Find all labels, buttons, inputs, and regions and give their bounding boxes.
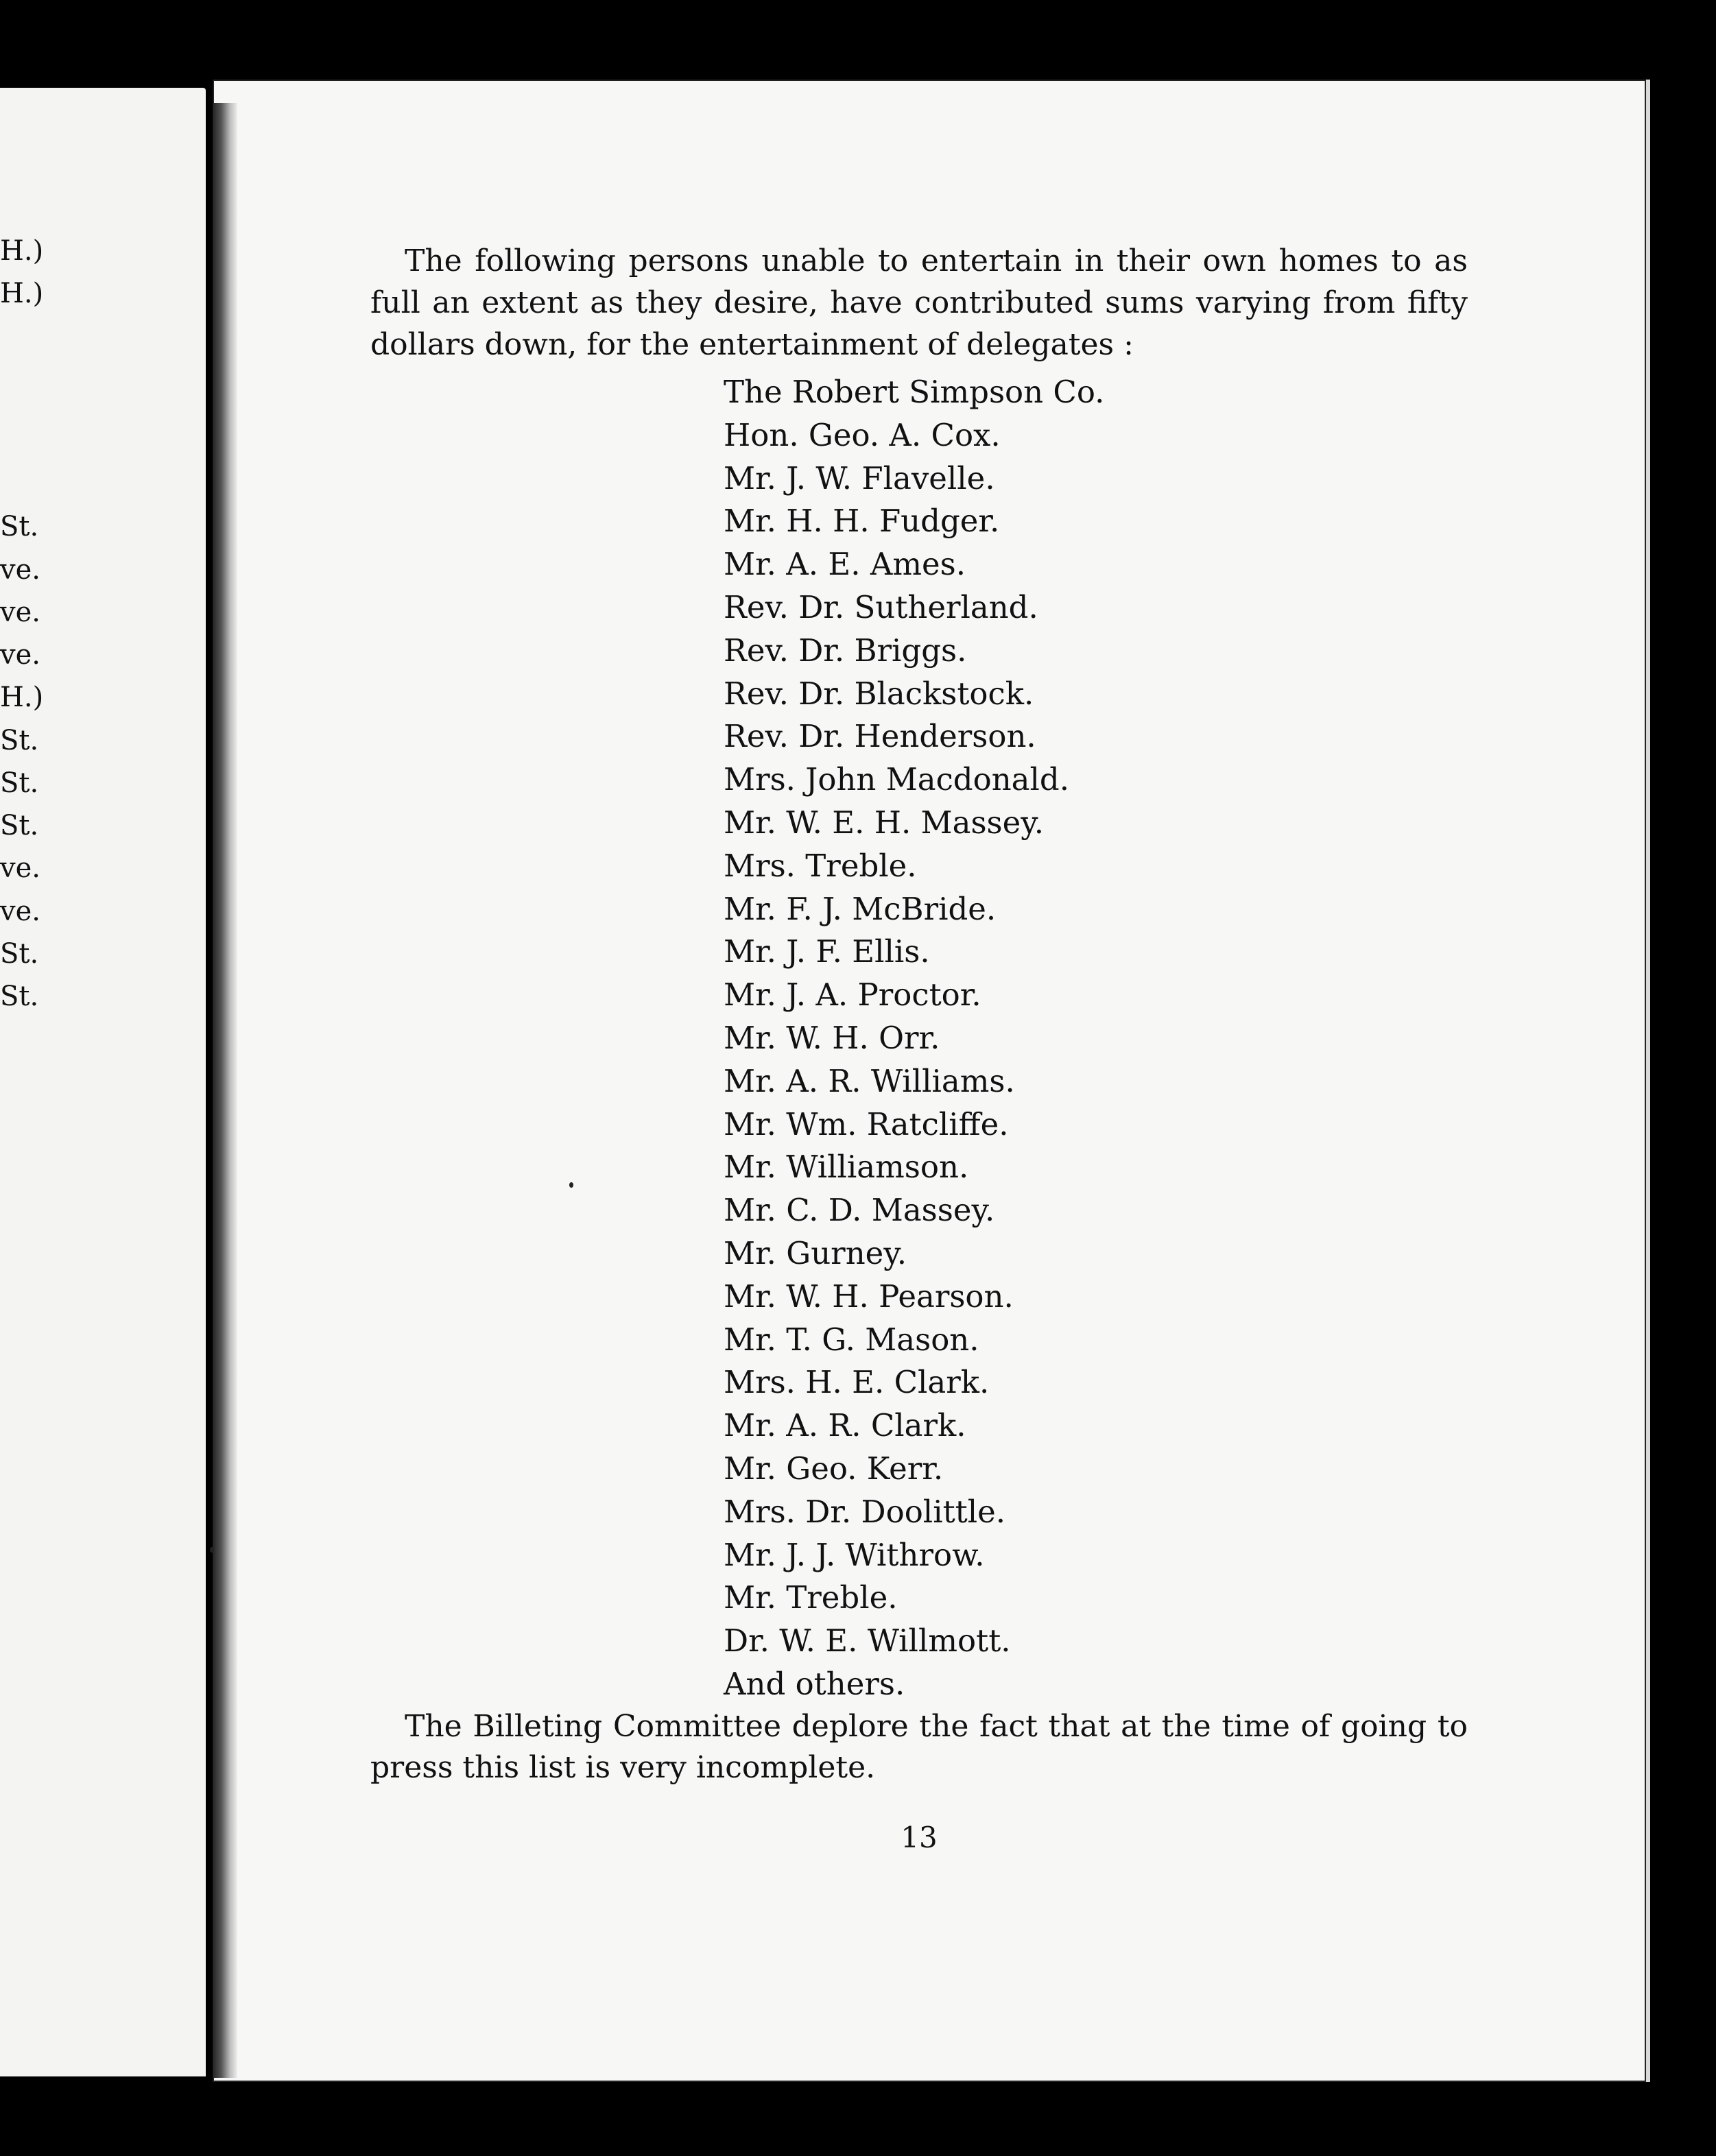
contributor-entry: Mr. A. E. Ames.: [724, 546, 966, 583]
contributor-entry: Mr. H. H. Fudger.: [724, 503, 1000, 540]
contributor-entry: Mr. Wm. Ratcliffe.: [724, 1105, 1009, 1142]
left-page-fragment: St.: [0, 511, 39, 542]
contributor-entry: Mr. J. A. Proctor.: [724, 977, 981, 1014]
left-page-fragment: ve.: [0, 554, 40, 586]
left-page-fragment: St.: [0, 981, 39, 1012]
contributor-entry: Mr. W. E. H. Massey.: [724, 804, 1045, 841]
page-number: 13: [901, 1821, 938, 1854]
contributor-entry: Mr. T. G. Mason.: [724, 1321, 979, 1358]
contributor-entry: Mrs. John Macdonald.: [724, 761, 1070, 798]
contributor-list: [370, 371, 1468, 1706]
contributor-entry: Mr. F. J. McBride.: [724, 890, 997, 927]
contributor-entry: Mr. J. F. Ellis.: [724, 933, 930, 970]
contributor-entry: Mr. W. H. Orr.: [724, 1019, 940, 1056]
contributor-entry: Mr. A. R. Clark.: [724, 1407, 966, 1444]
contributor-entry: Mrs. Treble.: [724, 847, 917, 884]
intro-paragraph: The following persons unable to entertain in their own homes to as full an extent as they desire, have contributed sums varying from fifty dollars down, for the entertainment of delegates :: [370, 243, 1468, 362]
left-page-edge: [0, 88, 206, 2076]
contributor-entry: Mrs. H. E. Clark.: [724, 1364, 990, 1401]
ink-speck: [569, 1182, 573, 1188]
left-page-fragment: St.: [0, 810, 39, 841]
left-page-fragment: H.): [0, 235, 44, 267]
contributor-entry: Mrs. Dr. Doolittle.: [724, 1493, 1006, 1530]
contributor-entry: Mr. A. R. Williams.: [724, 1062, 1015, 1099]
contributor-entry: The Robert Simpson Co.: [724, 374, 1105, 410]
contributor-entry: Mr. Treble.: [724, 1579, 898, 1616]
contributor-entry: Rev. Dr. Sutherland.: [724, 588, 1038, 625]
contributor-entry: Mr. Geo. Kerr.: [724, 1450, 944, 1487]
page-body: [370, 240, 1468, 1788]
left-page-fragment: ve.: [0, 896, 40, 927]
contributor-entry: Rev. Dr. Briggs.: [724, 632, 967, 669]
contributor-entry: Mr. C. D. Massey.: [724, 1192, 995, 1229]
contributor-entry: Rev. Dr. Henderson.: [724, 718, 1036, 755]
contributor-entry: Mr. J. J. Withrow.: [724, 1536, 985, 1573]
contributor-entry: Rev. Dr. Blackstock.: [724, 675, 1034, 712]
left-page-fragment: H.): [0, 278, 44, 309]
left-page-fragment: St.: [0, 938, 39, 970]
page-binding-shadow: [213, 103, 237, 2078]
contributor-entry: And others.: [724, 1665, 905, 1702]
left-page-fragment: ve.: [0, 639, 40, 671]
contributor-entry: Mr. Williamson.: [724, 1149, 969, 1186]
contributor-entry: Mr. J. W. Flavelle.: [724, 459, 995, 496]
left-page-fragment: H.): [0, 682, 44, 713]
contributor-entry: Hon. Geo. A. Cox.: [724, 416, 1001, 453]
left-page-fragment: ve.: [0, 597, 40, 628]
contributor-entry: Mr. W. H. Pearson.: [724, 1278, 1014, 1315]
closing-paragraph: The Billeting Committee deplore the fact that at the time of going to press this list is very incomplete.: [370, 1708, 1468, 1785]
left-page-fragment: St.: [0, 725, 39, 756]
ink-speck: [210, 1547, 214, 1553]
contributor-entry: Mr. Gurney.: [724, 1234, 907, 1271]
left-page-fragment: St.: [0, 767, 39, 799]
left-page-fragment: ve.: [0, 852, 40, 884]
contributor-entry: Dr. W. E. Willmott.: [724, 1622, 1011, 1660]
